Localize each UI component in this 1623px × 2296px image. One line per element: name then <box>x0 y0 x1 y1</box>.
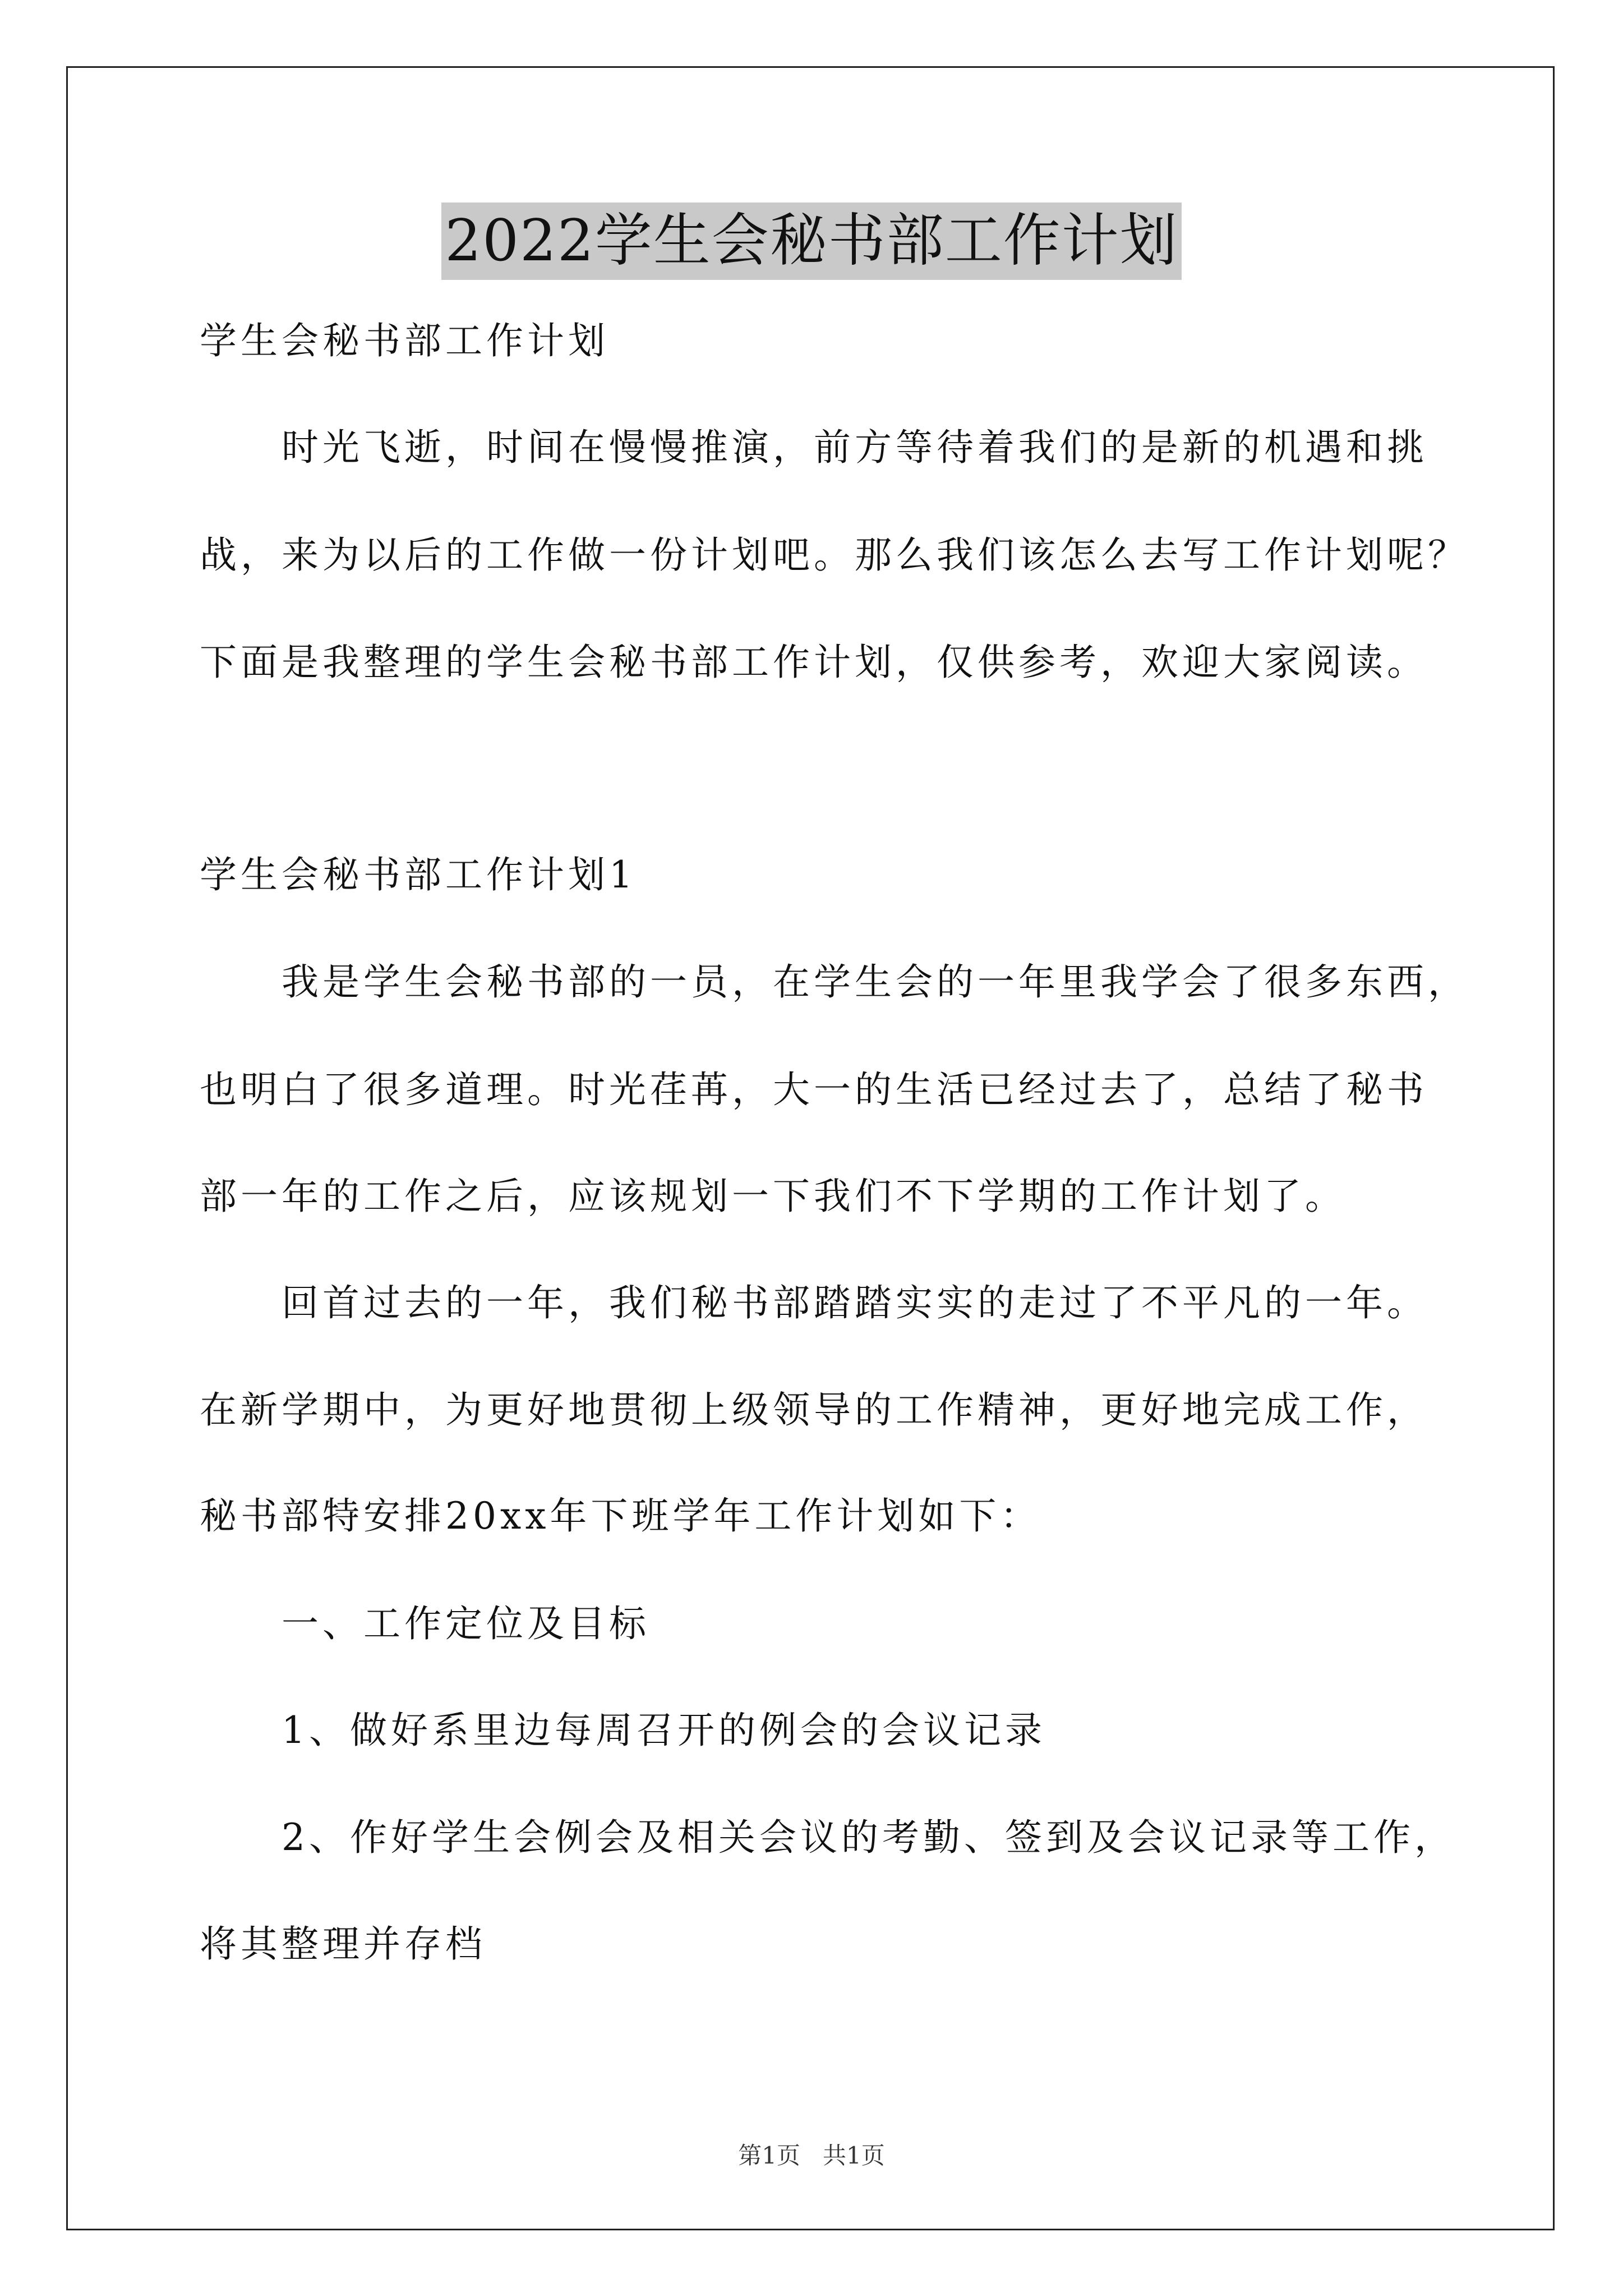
paragraph-line: 时光飞逝，时间在慢慢推演，前方等待着我们的是新的机遇和挑 <box>200 426 1428 469</box>
page-total: 共1页 <box>823 2142 885 2169</box>
paragraph-line: 我是学生会秘书部的一员，在学生会的一年里我学会了很多东西， <box>200 960 1469 1004</box>
paragraph-line: 下面是我整理的学生会秘书部工作计划，仅供参考，欢迎大家阅读。 <box>200 641 1428 684</box>
document-title: 2022学生会秘书部工作计划 <box>441 203 1182 279</box>
paragraph-line: 秘书部特安排20xx年下班学年工作计划如下： <box>200 1494 1041 1538</box>
list-item-continued: 将其整理并存档 <box>200 1922 486 1966</box>
list-item: 1、做好系里边每周召开的例会的会议记录 <box>200 1709 1046 1752</box>
paragraph-line: 部一年的工作之后，应该规划一下我们不下学期的工作计划了。 <box>200 1175 1346 1218</box>
page-number: 第1页 <box>738 2142 800 2169</box>
list-item: 2、作好学生会例会及相关会议的考勤、签到及会议记录等工作， <box>200 1816 1455 1859</box>
paragraph-line: 战，来为以后的工作做一份计划吧。那么我们该怎么去写工作计划呢？ <box>200 533 1469 577</box>
paragraph-line: 也明白了很多道理。时光荏苒，大一的生活已经过去了，总结了秘书 <box>200 1068 1428 1111</box>
paragraph-line: 回首过去的一年，我们秘书部踏踏实实的走过了不平凡的一年。 <box>200 1281 1428 1324</box>
list-heading: 一、工作定位及目标 <box>200 1602 650 1645</box>
page-border <box>66 66 1555 2230</box>
title-container <box>0 202 1623 280</box>
page-footer <box>0 2137 1623 2171</box>
section-heading: 学生会秘书部工作计划1 <box>200 853 637 896</box>
section-heading: 学生会秘书部工作计划 <box>200 319 609 362</box>
paragraph-line: 在新学期中，为更好地贯彻上级领导的工作精神，更好地完成工作， <box>200 1388 1428 1432</box>
